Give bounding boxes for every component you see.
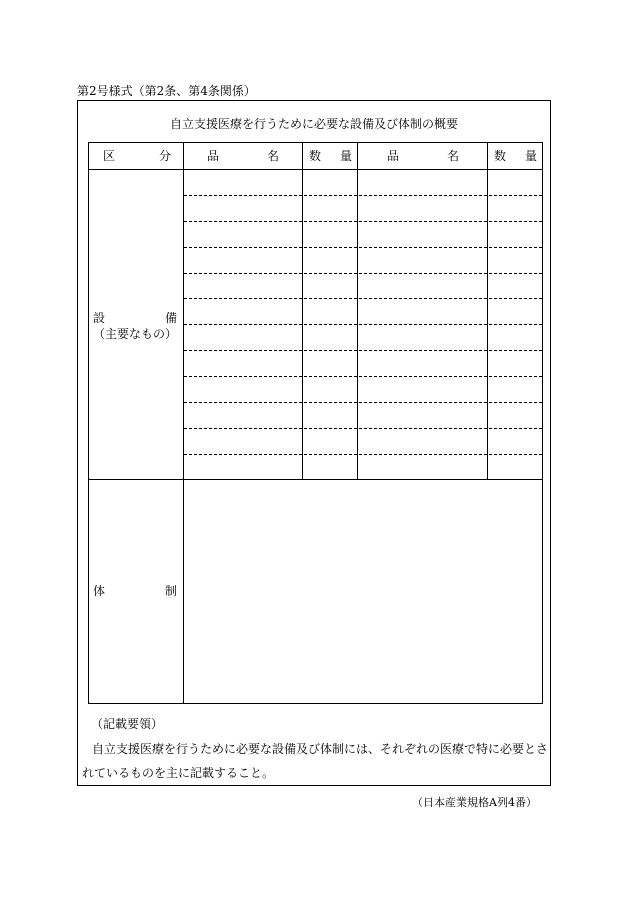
column-divider-category xyxy=(183,143,184,703)
instructions xyxy=(78,712,550,785)
equipment-label-char-2: 備 xyxy=(164,311,177,325)
header-category-char-2: 分 xyxy=(158,149,171,163)
header-quantity-1-char-1: 数 xyxy=(309,149,322,163)
row-separator xyxy=(184,298,542,299)
row-separator xyxy=(184,221,542,222)
header-quantity-1-char-2: 量 xyxy=(339,149,352,163)
row-separator xyxy=(184,402,542,403)
header-item-name-1-char-2: 名 xyxy=(266,149,279,163)
row-separator xyxy=(184,247,542,248)
instructions-heading: （記載要領） xyxy=(91,717,164,731)
row-separator xyxy=(184,195,542,196)
equipment-label-title xyxy=(93,310,177,326)
equipment-sublabel: （主要なもの） xyxy=(93,327,178,341)
document-title: 自立支援医療を行うために必要な設備及び体制の概要 xyxy=(169,117,458,131)
header-item-name-2 xyxy=(387,143,459,170)
header-item-name-1 xyxy=(207,143,279,170)
header-category-char-1: 区 xyxy=(103,149,116,163)
row-separator xyxy=(184,273,542,274)
system-label-char-1: 体 xyxy=(93,584,106,598)
header-category xyxy=(103,143,171,170)
equipment-label xyxy=(93,310,177,342)
paper-size-note: （日本産業規格A列4番） xyxy=(412,796,537,809)
equipment-label-char-1: 設 xyxy=(93,311,106,325)
section-divider xyxy=(89,479,542,480)
header-item-name-2-char-1: 品 xyxy=(387,149,400,163)
row-separator xyxy=(184,454,542,455)
instructions-line-2: れているものを主に記載すること。 xyxy=(82,766,275,780)
row-separator xyxy=(184,350,542,351)
header-quantity-1 xyxy=(309,143,352,170)
header-quantity-2 xyxy=(494,143,537,170)
form-number: 第2号様式（第2条、第4条関係） xyxy=(77,84,256,98)
row-separator xyxy=(184,376,542,377)
row-separator xyxy=(184,428,542,429)
row-separator xyxy=(184,324,542,325)
equipment-system-table xyxy=(88,142,543,704)
system-label-char-2: 制 xyxy=(164,584,177,598)
instructions-line-1: 自立支援医療を行うために必要な設備及び体制には、それぞれの医療で特に必要とさ xyxy=(92,742,549,756)
header-quantity-2-char-2: 量 xyxy=(524,149,537,163)
header-quantity-2-char-1: 数 xyxy=(494,149,507,163)
system-label xyxy=(93,583,177,599)
header-item-name-1-char-1: 品 xyxy=(207,149,220,163)
header-item-name-2-char-2: 名 xyxy=(446,149,459,163)
system-label-title xyxy=(93,583,177,599)
